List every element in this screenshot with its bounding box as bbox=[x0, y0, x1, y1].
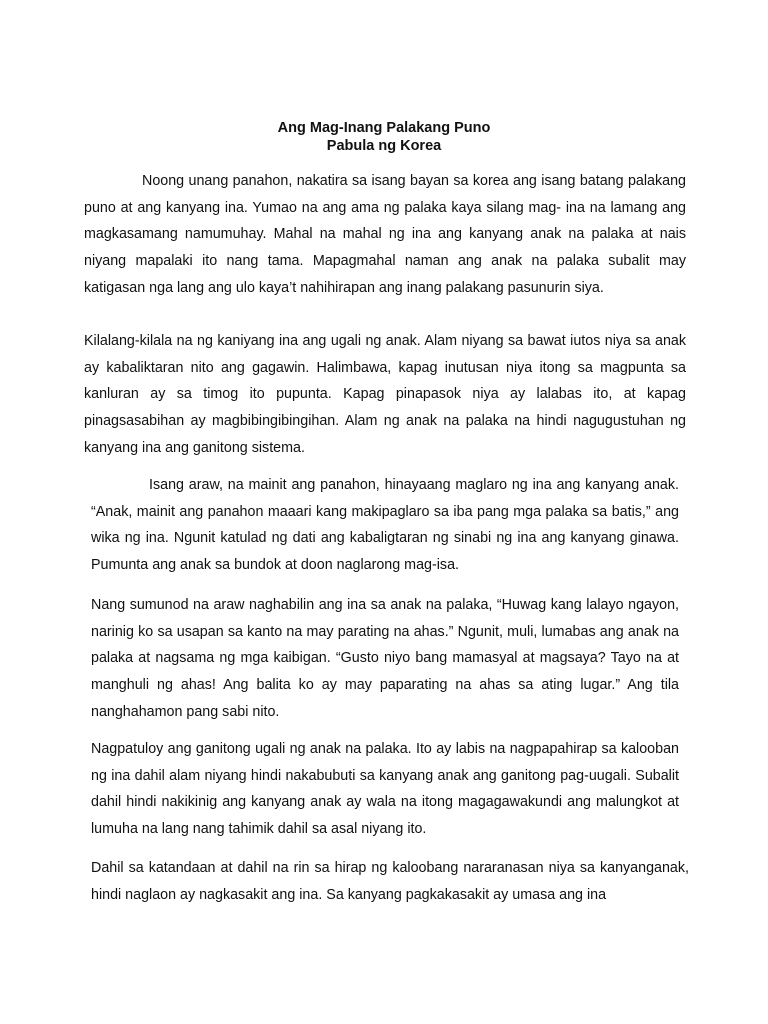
paragraph-1-text: Noong unang panahon, nakatira sa isang bayan sa korea ang isang batang palakang puno at ang kanyang ina. Yumao na ang ama ng palaka kaya silang mag- ina na lamang ang magkasamang namumuhay. Mahal na mahal ng ina ang kanyang anak na palaka at nais niyang mapalaki ito nang tama. Mapagmahal naman ang anak na palaka subalit may katigasan nga lang ang ulo kaya’t nahihirapan ang inang palakang pasunurin siya. bbox=[84, 173, 686, 296]
paragraph-6-text: Dahil sa katandaan at dahil na rin sa hirap ng kaloobang nararanasan niya sa kanyanganak, hindi naglaon ay nagkasakit ang ina. Sa kanyang pagkakasakit ay umasa ang ina bbox=[91, 860, 689, 903]
paragraph-3-text: Isang araw, na mainit ang panahon, hinayaang maglaro ng ina ang kanyang anak. “Anak, mainit ang panahon maaari kang makipaglaro sa iba pang mga palaka sa batis,” ang wika ng ina. Ngunit katulad ng dati ang kabaligtaran ng sinabi ng ina ang kanyang ginawa. Pumunta ang anak sa bundok at doon naglarong mag-isa. bbox=[91, 477, 679, 574]
paragraph-4-text: Nang sumunod na araw naghabilin ang ina sa anak na palaka, “Huwag kang lalayo ngayon, narinig ko sa usapan sa kanto na may parating na ahas.” Ngunit, muli, lumabas ang anak na palaka at nagsama ng mga kaibigan. “Gusto niyo bang mamasyal at magsaya? Tayo na at manghuli ng ahas! Ang balita ko ay may paparating na ahas sa ating lugar.” Ang tila nanghahamon pang sabi nito. bbox=[91, 597, 679, 720]
paragraph-5-text: Nagpatuloy ang ganitong ugali ng anak na palaka. Ito ay labis na nagpapahirap sa kalooban ng ina dahil alam niyang hindi nakabubuti sa kanyang anak ang ganitong pag-uugali. Subalit dahil hindi nakikinig ang kanyang anak ay wala na itong magagawakundi ang malungkot at lumuha na lang nang tahimik dahil sa asal niyang ito. bbox=[91, 741, 679, 838]
paragraph-2-text: Kilalang-kilala na ng kaniyang ina ang ugali ng anak. Alam niyang sa bawat iutos niya sa anak ay kabaliktaran nito ang gagawin. Halimbawa, kapag inutusan niya itong sa magpunta sa kanluran ay sa timog ito pupunta. Kapag pinapasok niya ay lalabas ito, at kapag pinagsasabihan ay magbibingibingihan. Alam ng anak na palaka na hindi nagugustuhan ng kanyang ina ang ganitong sistema. bbox=[84, 333, 686, 456]
paragraph-2 bbox=[84, 328, 686, 462]
document-title: Ang Mag-Inang Palakang Puno bbox=[277, 120, 491, 136]
paragraph-5 bbox=[91, 736, 679, 843]
paragraph-1 bbox=[84, 168, 686, 302]
paragraph-3 bbox=[91, 472, 679, 579]
paragraph-4 bbox=[91, 592, 679, 726]
paragraph-6 bbox=[91, 855, 689, 908]
document-subtitle: Pabula ng Korea bbox=[326, 138, 442, 154]
